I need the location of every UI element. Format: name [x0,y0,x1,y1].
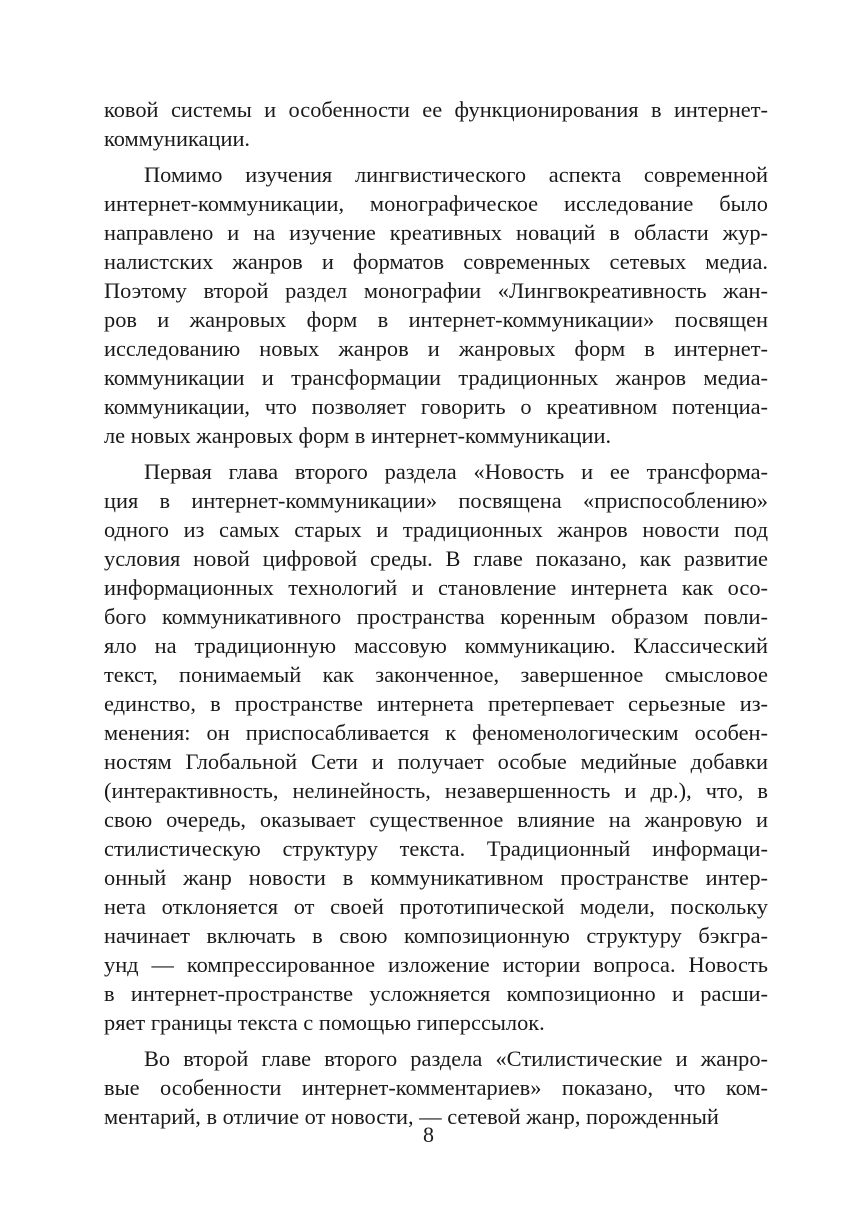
text-line: нета отклоняется от своей прототипической модели, поскольку [104,894,768,919]
text-line: ряет границы текста с помощью гиперссылок. [104,1010,545,1035]
text-line: коммуникации, что позволяет говорить о креативном потенциа- [104,394,768,419]
text-line: коммуникации. [104,126,251,151]
text-line: начинает включать в свою композиционную структуру бэкгра- [104,923,768,948]
text-line: свою очередь, оказывает существенное влияние на жанровую и [104,807,768,832]
text-line: Во второй главе второго раздела «Стилистические и жанро- [144,1046,768,1071]
text-line: яло на традиционную массовую коммуникацию. Классический [104,633,768,658]
text-line: Первая глава второго раздела «Новость и ее трансформа- [144,459,768,484]
text-line: вые особенности интернет-комментариев» показано, что ком- [104,1075,768,1100]
text-line: онный жанр новости в коммуникативном пространстве интер- [104,865,768,890]
text-line: ров и жанровых форм в интернет-коммуникации» посвящен [104,307,768,332]
text-line: интернет-коммуникации, монографическое исследование было [104,191,768,216]
paragraph [104,1044,768,1131]
paragraph [104,95,768,153]
text-line: в интернет-пространстве усложняется композиционно и расши- [104,981,768,1006]
text-line: коммуникации и трансформации традиционных жанров медиа- [104,365,768,390]
body-text [104,95,768,1131]
text-line: унд — компрессированное изложение истории вопроса. Новость [104,952,768,977]
paragraph [104,457,768,1037]
text-line: ковой системы и особенности ее функционирования в интернет- [104,97,768,122]
page-number: 8 [423,1122,434,1147]
text-line: (интерактивность, нелинейность, незавершенность и др.), что, в [104,778,768,803]
text-line: Помимо изучения лингвистического аспекта современной [144,162,768,187]
text-line: исследованию новых жанров и жанровых форм в интернет- [104,336,768,361]
text-line: ностям Глобальной Сети и получает особые медийные добавки [104,749,768,774]
text-line: условия новой цифровой среды. В главе показано, как развитие [104,546,768,571]
text-line: стилистическую структуру текста. Традиционный информаци- [104,836,768,861]
text-line: ментарий, в отличие от новости, — сетевой жанр, порожденный [104,1104,719,1129]
text-line: направлено и на изучение креативных новаций в области жур- [104,220,768,245]
text-line: менения: он приспосабливается к феноменологическим особен- [104,720,768,745]
text-line: единство, в пространстве интернета претерпевает серьезные из- [104,691,768,716]
text-line: ция в интернет-коммуникации» посвящена «приспособлению» [104,488,768,513]
text-line: информационных технологий и становление интернета как осо- [104,575,768,600]
text-line: бого коммуникативного пространства коренным образом повли- [104,604,768,629]
text-line: Поэтому второй раздел монографии «Лингвокреативность жан- [104,278,768,303]
text-line: текст, понимаемый как законченное, завершенное смысловое [104,662,768,687]
text-line: налистских жанров и форматов современных сетевых медиа. [104,249,768,274]
text-line: ле новых жанровых форм в интернет-коммуникации. [104,423,612,448]
paragraph [104,160,768,450]
text-line: одного из самых старых и традиционных жанров новости под [104,517,768,542]
